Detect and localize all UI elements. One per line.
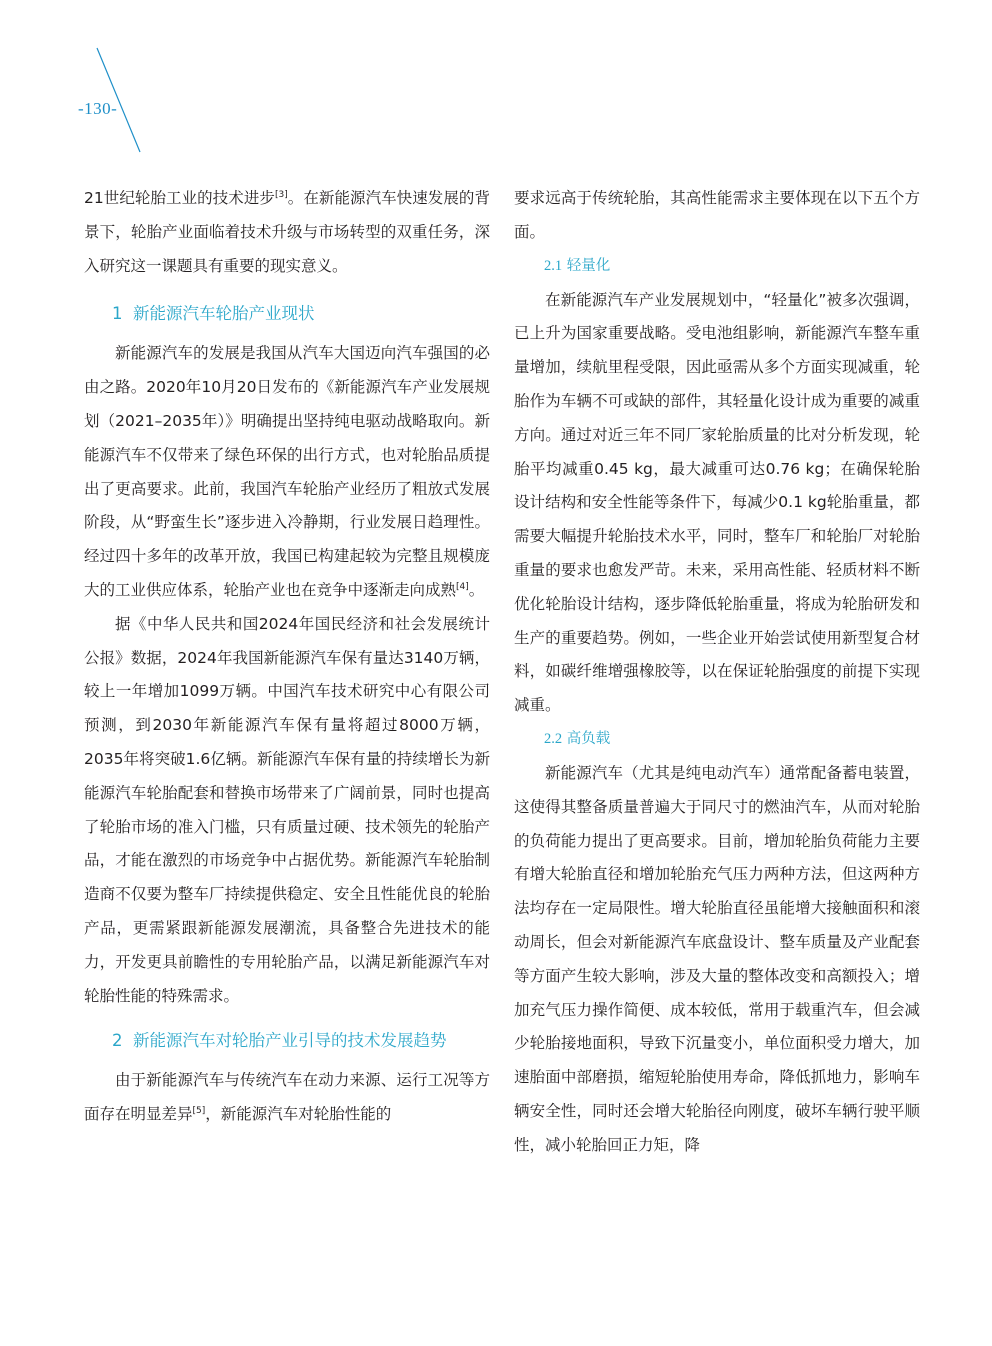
subsection-number: 2.2 [544,730,563,747]
subsection-title: 高负载 [566,730,611,747]
section-1-heading [112,304,490,324]
intro-paragraph [84,182,490,283]
intro-text-2: 。在新能源汽车快速发展的背景下，轮胎产业面临着技术升级与市场转型的双重任务，深入研究这一课题具有重要的现实意义。 [84,189,490,275]
paragraph-text: 由于新能源汽车与传统汽车在动力来源、运行工况等方面存在明显差异 [84,1071,490,1124]
subsection-2-1-paragraph: 在新能源汽车产业发展规划中，“轻量化”被多次强调，已上升为国家重要战略。受电池组影响，新能源汽车整车重量增加，续航里程受限，因此亟需从多个方面实现减重，轮胎作为车辆不可或缺的部件，其轻量化设计成为重要的减重方向。通过对近三年不同厂家轮胎质量的比对分析发现，轮胎平均减重0.45 kg，最大减重可达0.76 kg；在确保轮胎设计结构和安全性能等条件下，每减少0.1 kg轮胎重量，都需要大幅提升轮胎技术水平，同时，整车厂和轮胎厂对轮胎重量的要求也愈发严苛。未来，采用高性能、轻质材料不断优化轮胎设计结构，逐步降低轮胎重量，将成为轮胎研发和生产的重要趋势。例如，一些企业开始尝试使用新型复合材料，如碳纤维增强橡胶等，以在保证轮胎强度的前提下实现减重。 [514,290,920,715]
section-title: 新能源汽车对轮胎产业引导的技术发展趋势 [133,1031,447,1051]
intro-text: 21世纪轮胎工业的技术进步 [84,189,275,207]
section-number: 1 [112,304,123,324]
citation-ref: [5] [192,1105,206,1116]
section-1-paragraph-2: 据《中华人民共和国2024年国民经济和社会发展统计公报》数据，2024年我国新能源汽车保有量达3140万辆，较上一年增加1099万辆。中国汽车技术研究中心有限公司预测，到2030年新能源汽车保有量将超过8000万辆，2035年将突破1.6亿辆。新能源汽车保有量的持续增长为新能源汽车轮胎配套和替换市场带来了广阔前景，同时也提高了轮胎市场的准入门槛，只有质量过硬、技术领先的轮胎产品，才能在激烈的市场竞争中占据优势。新能源汽车轮胎制造商不仅要为整车厂持续提供稳定、安全且性能优良的轮胎产品，更需紧跟新能源发展潮流，具备整合先进技术的能力，开发更具前瞻性的专用轮胎产品，以满足新能源汽车对轮胎性能的特殊需求。 [84,614,490,1005]
subsection-2-1-heading [544,256,920,276]
subsection-number: 2.1 [544,257,563,274]
continuation-paragraph: 要求远高于传统轮胎，其高性能需求主要体现在以下五个方面。 [514,189,920,241]
section-1-paragraph-1 [84,337,490,607]
citation-ref: [4] [456,581,469,592]
subsection-title: 轻量化 [566,257,611,274]
page-number: -130- [78,99,118,118]
section-number: 2 [112,1031,123,1051]
paragraph-text: 新能源汽车的发展是我国从汽车大国迈向汽车强国的必由之路。2020年10月20日发布的《新能源汽车产业发展规划（2021–2035年）》明确提出坚持纯电驱动战略取向。新能源汽车不仅带来了绿色环保的出行方式，也对轮胎品质提出了更高要求。此前，我国汽车轮胎产业经历了粗放式发展阶段，从“野蛮生长”逐步进入冷静期，行业发展日趋理性。经过四十多年的改革开放，我国已构建起较为完整且规模庞大的工业供应体系，轮胎产业也在竞争中逐渐走向成熟 [84,344,490,599]
section-2-paragraph-1 [84,1064,490,1132]
paragraph-end: 。 [468,580,485,599]
paragraph-text-2: ，新能源汽车对轮胎性能的 [205,1105,392,1124]
subsection-2-2-paragraph: 新能源汽车（尤其是纯电动汽车）通常配备蓄电装置，这使得其整备质量普遍大于同尺寸的燃油汽车，从而对轮胎的负荷能力提出了更高要求。目前，增加轮胎负荷能力主要有增大轮胎直径和增加轮胎充气压力两种方法，但这两种方法均存在一定局限性。增大轮胎直径虽能增大接触面积和滚动周长，但会对新能源汽车底盘设计、整车质量及产业配套等方面产生较大影响，涉及大量的整体改变和高额投入；增加充气压力操作简便、成本较低，常用于载重汽车，但会减少轮胎接地面积，导致下沉量变小，单位面积受力增大，加速胎面中部磨损，缩短轮胎使用寿命，降低抓地力，影响车辆安全性，同时还会增大轮胎径向刚度，破坏车辆行驶平顺性，减小轮胎回正力矩，降 [514,763,920,1154]
section-2-heading [112,1031,490,1051]
citation-ref: [3] [274,189,288,200]
header-diagonal-line [0,0,160,170]
left-column [84,182,490,1132]
subsection-2-2-heading [544,729,920,749]
right-column [514,182,920,1163]
section-title: 新能源汽车轮胎产业现状 [133,304,315,324]
